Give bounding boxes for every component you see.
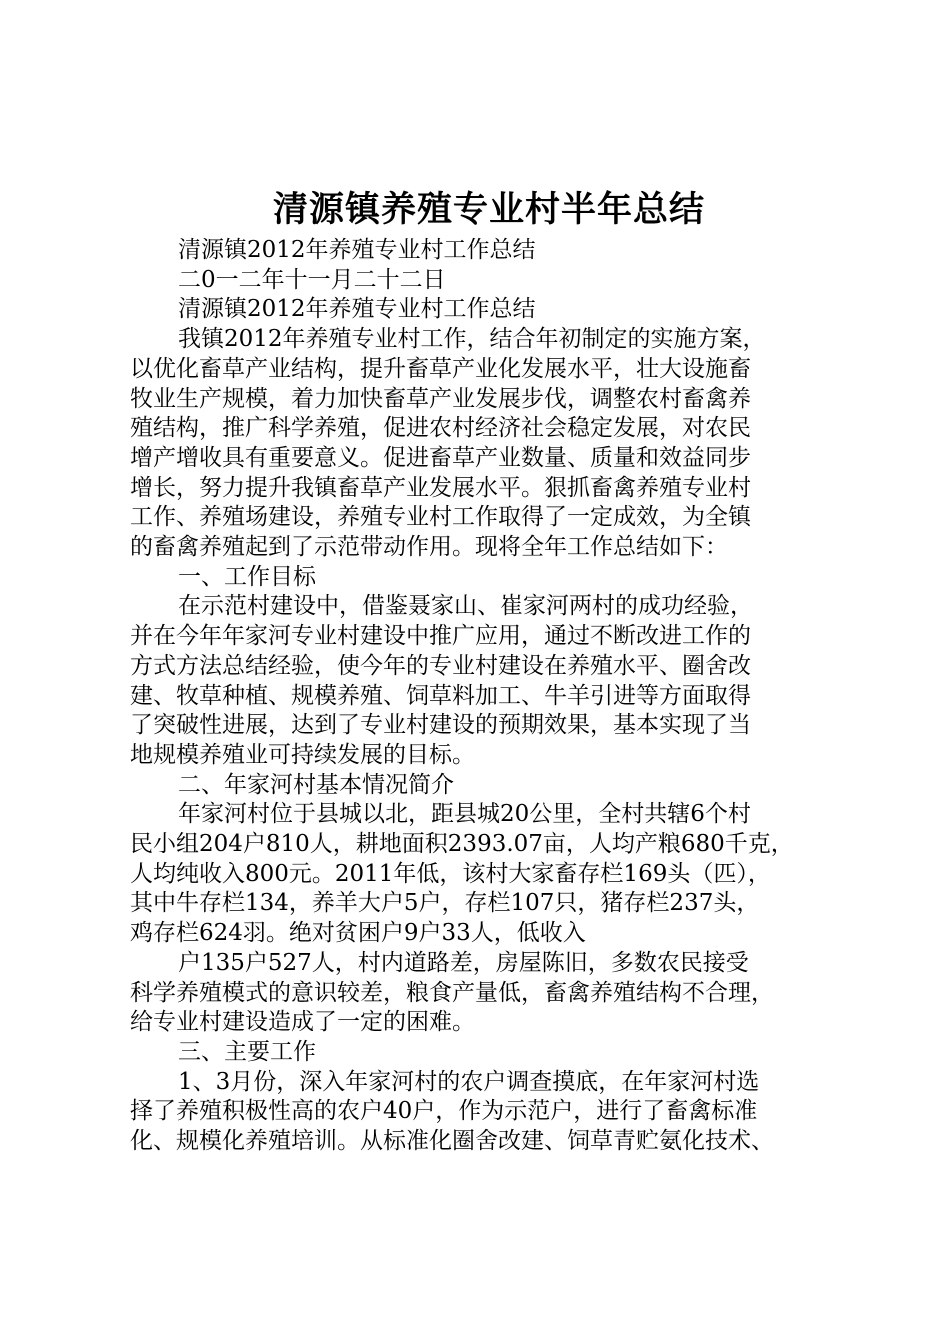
text-line: 并在今年年家河专业村建设中推广应用，通过不断改进工作的 [130, 623, 751, 650]
text-line: 给专业村建设造成了一定的困难。 [130, 1009, 475, 1036]
text-line: 清源镇2012年养殖专业村工作总结 [178, 296, 536, 323]
text-line: 二0一二年十一月二十二日 [178, 266, 446, 293]
text-line: 清源镇2012年养殖专业村工作总结 [178, 237, 536, 263]
text-line: 一、工作目标 [178, 563, 316, 590]
text-line: 增长，努力提升我镇畜草产业发展水平。狠抓畜禽养殖专业村 [130, 474, 751, 501]
text-line: 在示范村建设中，借鉴聂家山、崔家河两村的成功经验， [178, 593, 753, 620]
text-line: 建、牧草种植、规模养殖、饲草料加工、牛羊引进等方面取得 [130, 682, 751, 709]
text-line: 科学养殖模式的意识较差，粮食产量低，畜禽养殖结构不合理， [130, 979, 774, 1006]
document-body [130, 236, 848, 1157]
text-line: 方式方法总结经验，使今年的专业村建设在养殖水平、圈舍改 [130, 652, 751, 679]
document-page [130, 188, 848, 1157]
text-line: 人均纯收入800元。2011年低，该村大家畜存栏169头（匹）， [130, 860, 771, 887]
text-line: 鸡存栏624羽。绝对贫困户9户33人，低收入 [130, 920, 586, 947]
text-line: 工作、养殖场建设，养殖专业村工作取得了一定成效，为全镇 [130, 504, 751, 531]
text-line: 了突破性进展，达到了专业村建设的预期效果，基本实现了当 [130, 712, 751, 739]
text-line: 以优化畜草产业结构，提升畜草产业化发展水平，壮大设施畜 [130, 355, 751, 382]
text-line: 户135户527人，村内道路差，房屋陈旧，多数农民接受 [178, 949, 749, 976]
text-line: 择了养殖积极性高的农户40户，作为示范户，进行了畜禽标准 [130, 1098, 758, 1125]
text-line: 年家河村位于县城以北，距县城20公里，全村共辖6个村 [178, 801, 751, 828]
document-title: 清源镇养殖专业村半年总结 [272, 189, 705, 230]
text-line: 牧业生产规模，着力加快畜草产业发展步伐，调整农村畜禽养 [130, 385, 751, 412]
text-line: 其中牛存栏134，养羊大户5户，存栏107只，猪存栏237头， [130, 890, 760, 917]
text-line: 民小组204户810人，耕地面积2393.07亩，人均产粮680千克， [130, 831, 794, 858]
text-line: 三、主要工作 [178, 1038, 316, 1065]
text-line: 我镇2012年养殖专业村工作，结合年初制定的实施方案， [178, 326, 766, 353]
text-line: 化、规模化养殖培训。从标准化圈舍改建、饲草青贮氨化技术、 [130, 1128, 774, 1155]
text-line: 地规模养殖业可持续发展的目标。 [130, 741, 475, 768]
text-line: 的畜禽养殖起到了示范带动作用。现将全年工作总结如下： [130, 534, 728, 561]
text-line: 增产增收具有重要意义。促进畜草产业数量、质量和效益同步 [130, 444, 751, 471]
text-line: 殖结构，推广科学养殖，促进农村经济社会稳定发展，对农民 [130, 415, 751, 442]
text-line: 二、年家河村基本情况简介 [178, 771, 454, 798]
text-line: 1、3月份，深入年家河村的农户调查摸底，在年家河村选 [178, 1068, 760, 1095]
